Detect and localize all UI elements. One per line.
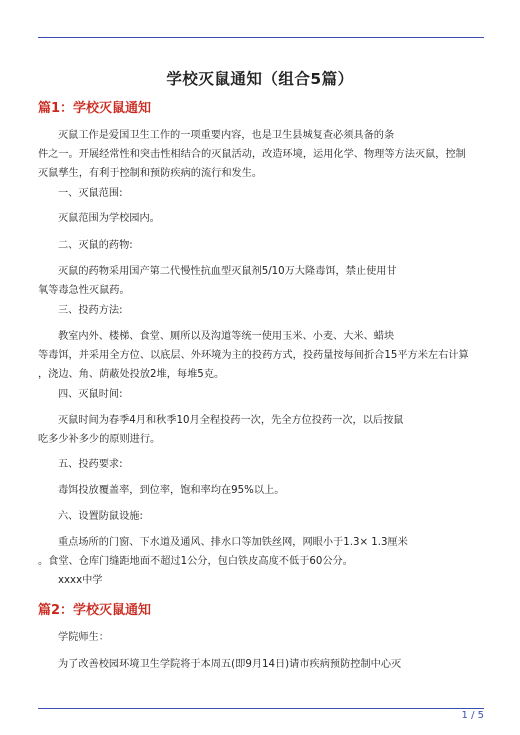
method-heading-text: 三、投药方法: [58,305,123,316]
time-heading-text: 四、灭鼠时间: [58,389,123,400]
section-2-body-line-1: 为了改善校园环境卫生学院将于本周五(即9月14日)请市疾病预防控制中心灭 [58,659,402,670]
requirement-heading-text: 五、投药要求: [58,459,123,470]
intro-line-3: 灭鼠孳生，有利于控制和预防疾病的流行和发生。 [38,168,263,179]
section-2-body [38,655,484,674]
section-1-heading: 篇1：学校灭鼠通知 [38,101,152,116]
time-heading [38,385,484,404]
greeting-text: 学院师生： [58,632,109,643]
section-2-heading: 篇2：学校灭鼠通知 [38,603,152,618]
drug-line-1: 灭鼠的药物采用国产第二代慢性抗血型灭鼠剂5/10万大隆毒饵，禁止使用甘 [58,266,397,277]
requirement-text: 毒饵投放覆盖率，到位率，饱和率均在95%以上。 [58,485,285,496]
intro-paragraph [38,126,484,183]
greeting [38,628,484,647]
scope-text: 灭鼠范围为学校园内。 [58,213,160,224]
facility-line-1: 重点场所的门窗、下水道及通风、排水口等加铁丝网，网眼小于1.3× 1.3厘米 [58,537,408,548]
intro-line-1: 灭鼠工作是爱国卫生工作的一项重要内容，也是卫生县城复查必须具备的条 [58,130,395,141]
facility-heading [38,507,484,526]
signature [38,571,484,590]
header-rule [38,37,484,38]
drug-heading-text: 二、灭鼠的药物: [58,240,133,251]
page-number: 1 / 5 [461,710,484,721]
time-paragraph [38,411,484,449]
intro-line-2: 件之一。开展经常性和突击性相结合的灭鼠活动，改造环境，运用化学、物理等方法灭鼠，控制 [38,149,466,160]
facility-line-2: 。食堂、仓库门缝距地面不超过1公分，包白铁皮高度不低于60公分。 [38,556,353,567]
scope-heading [38,184,484,203]
time-line-1: 灭鼠时间为春季4月和秋季10月全程投药一次，先全方位投药一次，以后按鼠 [58,415,404,426]
time-line-2: 吃多少补多少的原则进行。 [38,434,161,445]
method-line-1: 教室内外、楼梯、食堂、厕所以及沟道等统一使用玉米、小麦、大米、蜡块 [58,331,395,342]
scope-paragraph [38,209,484,228]
facility-heading-text: 六、设置防鼠设施: [58,511,143,522]
method-line-2: 等毒饵，并采用全方位、以底层、外环境为主的投药方式，投药量按每间折合15平方米左右计算 [38,350,469,361]
requirement-heading [38,455,484,474]
facility-paragraph [38,533,484,571]
method-heading [38,301,484,320]
drug-line-2: 氧等毒急性灭鼠药。 [38,285,130,296]
scope-heading-text: 一、灭鼠范围: [58,188,123,199]
method-line-3: ，浇边、角、荫蔽处投放2堆，每堆5克。 [38,369,225,380]
drug-heading [38,236,484,255]
footer-rule [38,708,484,709]
method-paragraph [38,327,484,384]
drug-paragraph [38,262,484,300]
signature-text: xxxx中学 [58,575,103,586]
requirement-paragraph [38,481,484,500]
document-title: 学校灭鼠通知（组合5篇） [166,70,354,88]
